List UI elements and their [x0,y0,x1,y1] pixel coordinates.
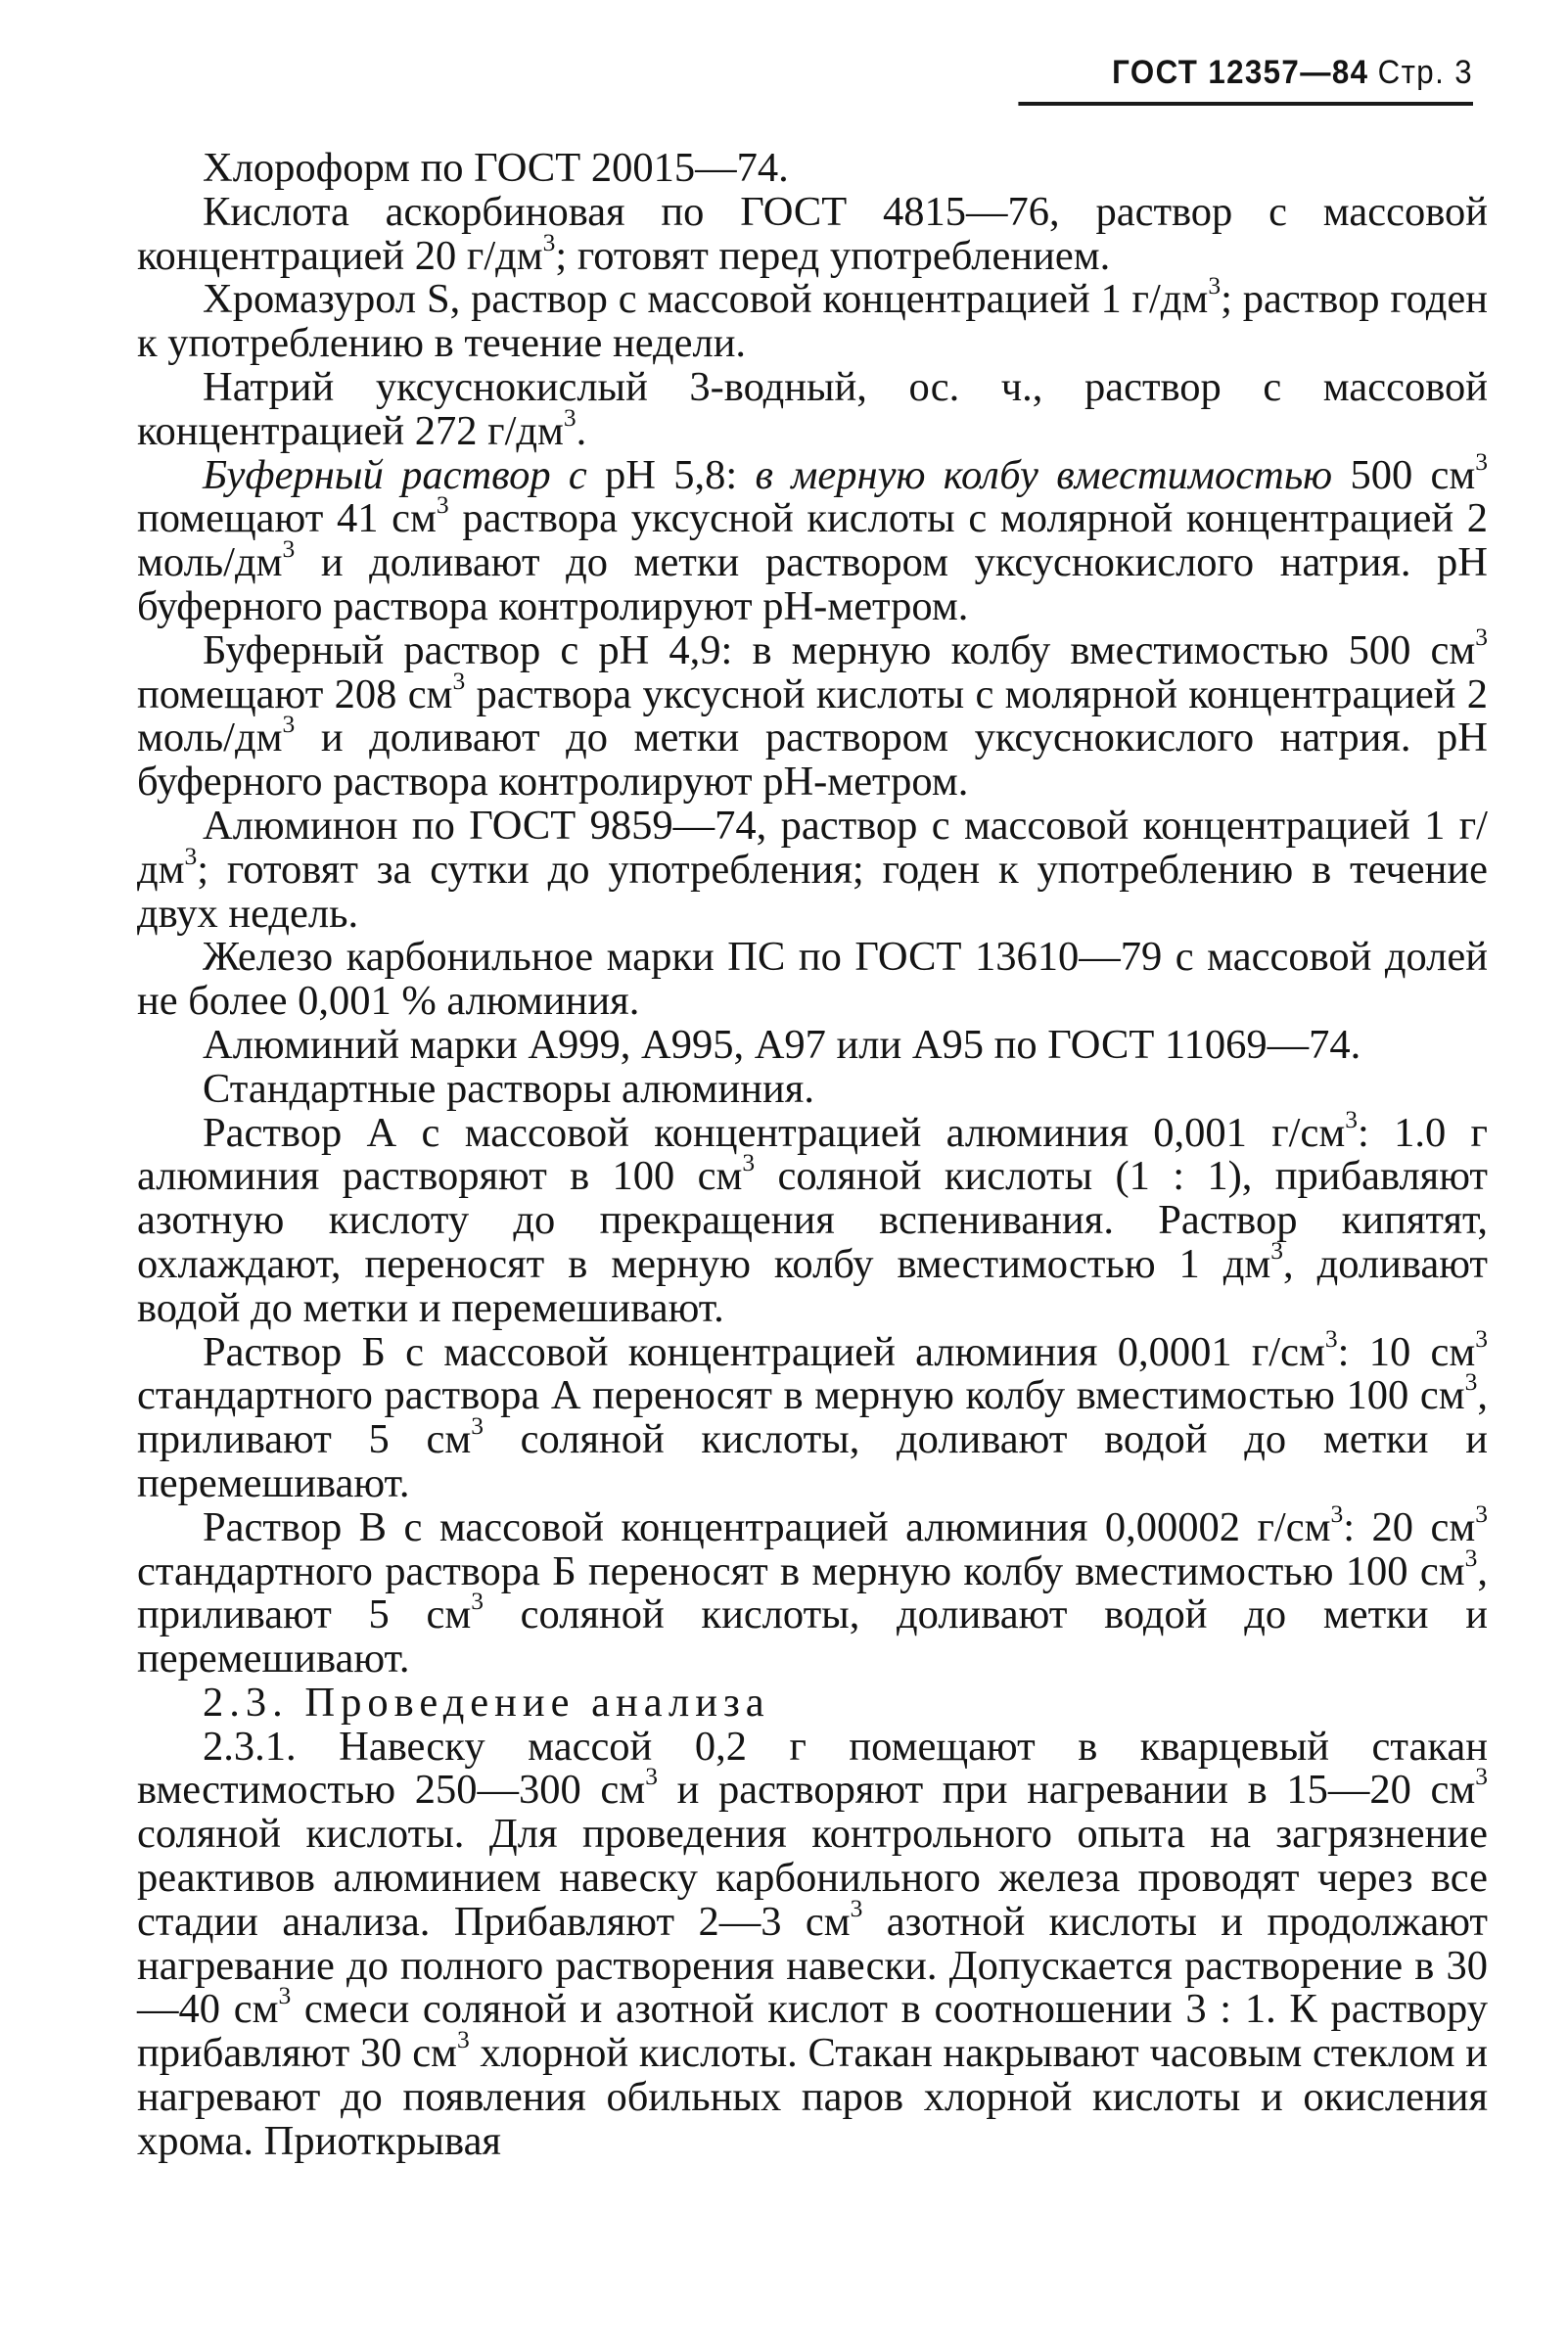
paragraph: Кислота аскорбиновая по ГОСТ 4815—76, раствор с массовой концентрацией 20 $г/дм^3$; готовят перед употреблением. [137,188,1488,279]
page-number: Стр. 3 [1377,54,1473,91]
paragraph: Раствор В с массовой концентрацией алюминия 0,00002 $г/см^3$: 20 $см^3$ стандартного раствора Б переносят в мерную колбу вместимостью 100 $см^3$, приливают 5 $см^3$ соляной кислоты, доливают водой до метки и перемешивают. [137,1498,1488,1683]
paragraph: Алюминий марки А999, А995, А97 или А95 по ГОСТ 11069—74. [203,1021,1361,1068]
document-id: ГОСТ 12357—84 [1112,54,1369,91]
paragraph: Стандартные растворы алюминия. [203,1065,814,1112]
paragraph: Буферный раствор с pH 4,9: в мерную колбу вместимостью 500 $см^3$ помещают 208 $см^3$ раствора уксусной кислоты с молярной концентрацией 2 моль/$дм^3$ и доливают до метки раствором уксуснокислого натрия. pH буферного раствора контролируют pH-метром. [137,622,1488,806]
paragraph: Хромазурол S, раствор с массовой концентрацией 1 $г/дм^3$; раствор годен к употреблению в течение недели. [137,271,1488,367]
section-heading: 2.3. Проведение анализа [203,1679,770,1726]
page-header [1018,54,1473,106]
paragraph: 2.3.1. Навеску массой 0,2 г помещают в кварцевый стакан вместимостью 250—300 $см^3$ и растворяют при нагревании в 15—20 $см^3$ соляной кислоты. Для проведения контрольного опыта на загрязнение реактивов алюминием навеску карбонильного железа проводят через все стадии анализа. Прибавляют 2—3 $см^3$ азотной кислоты и продолжают нагревание до полного растворения навески. Допускается растворение в 30—40 $см^3$ смеси соляной и азотной кислот в соотношении 3 : 1. К раствору прибавляют 30 $см^3$ хлорной кислоты. Стакан накрывают часовым стеклом и нагревают до появления обильных паров хлорной кислоты и окисления хрома. Приоткрывая [137,1723,1488,2164]
paragraph: Железо карбонильное марки ПС по ГОСТ 13610—79 с массовой долей не более 0,001 % алюминия. [137,934,1488,1025]
paragraph: Натрий уксуснокислый 3-водный, ос. ч., раствор с массовой концентрацией 272 $г/дм^3$. [137,363,1488,454]
paragraph: Раствор А с массовой концентрацией алюминия 0,001 $г/см^3$: 1.0 г алюминия растворяют в 100 $см^3$ соляной кислоты (1 : 1), прибавляют азотную кислоту до прекращения вспенивания. Раствор кипятят, охлаждают, переносят в мерную колбу вместимостью 1 $дм^3$, доливают водой до метки и перемешивают. [137,1104,1488,1331]
paragraph: Алюминон по ГОСТ 9859—74, раствор с массовой концентрацией 1 $г/дм^3$; готовят за сутки до употребления; годен к употреблению в течение двух недель. [137,802,1488,937]
paragraph: Буферный раствор с pH 5,8: в мерную колбу вместимостью 500 $см^3$ помещают 41 $см^3$ раствора уксусной кислоты с молярной концентрацией 2 моль/$дм^3$ и доливают до метки раствором уксуснокислого натрия. pH буферного раствора контролируют pH-метром. [137,446,1489,629]
document-body [137,147,1488,2164]
paragraph: Хлороформ по ГОСТ 20015—74. [203,145,789,191]
paragraph: Раствор Б с массовой концентрацией алюминия 0,0001 $г/см^3$: 10 $см^3$ стандартного раствора А переносят в мерную колбу вместимостью 100 $см^3$, приливают 5 $см^3$ соляной кислоты, доливают водой до метки и перемешивают. [137,1323,1488,1506]
